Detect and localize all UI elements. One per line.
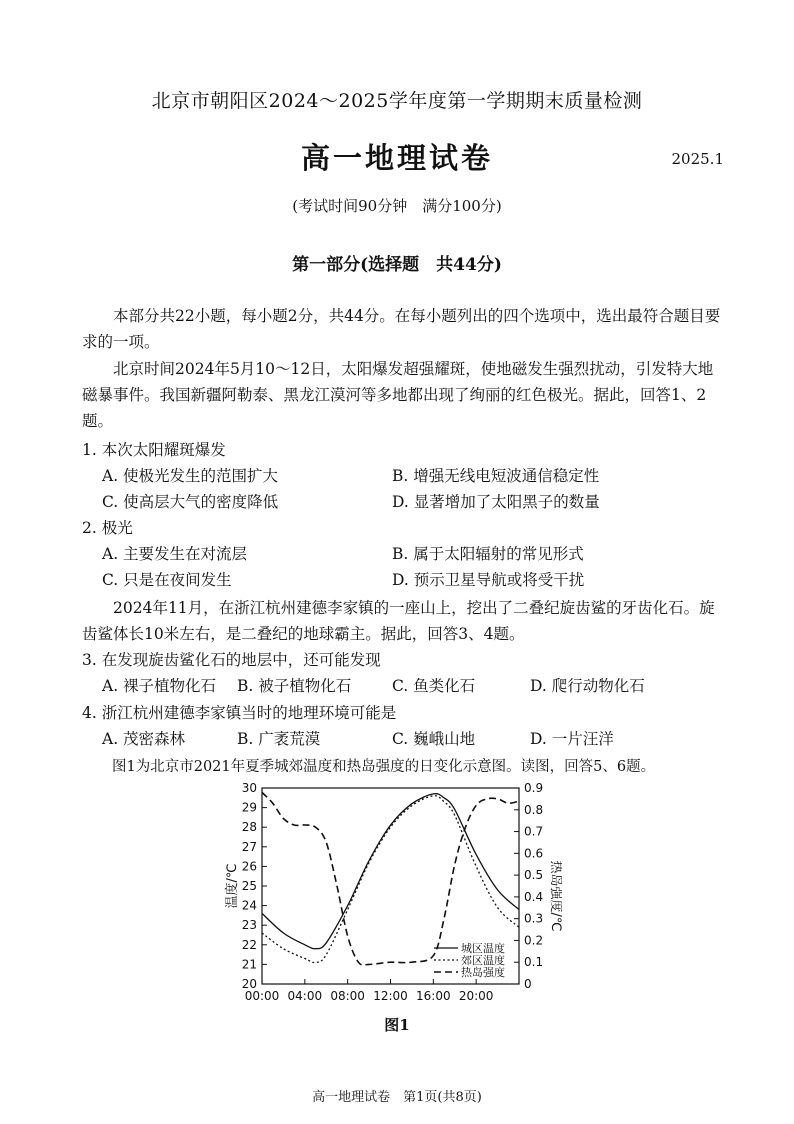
question-2-option-b: B. 属于太阳辐射的常见形式 [392,545,584,563]
question-1-stem: 1. 本次太阳耀斑爆发 [82,441,226,459]
y-tick-label-right: 0.4 [524,889,544,904]
y-tick-label-left: 23 [241,918,257,933]
y-tick-label-right: 0.2 [524,933,544,948]
figure-caption: 图1 [384,1016,410,1034]
legend-label: 城区温度 [461,942,505,955]
exam-header: 北京市朝阳区2024～2025学年度第一学期期末质量检测 [151,90,643,112]
y-tick-label-left: 26 [241,859,257,874]
question-2-option-c: C. 只是在夜间发生 [102,571,232,589]
question-4-option-d: D. 一片汪洋 [530,730,614,748]
series-line-1 [262,794,519,949]
y-tick-label-right: 0.3 [524,911,544,926]
y-tick-label-right: 0.6 [524,846,544,861]
question-4-option-a: A. 茂密森林 [102,730,186,748]
exam-date: 2025.1 [671,150,724,168]
question-4-option-b: B. 广袤荒漠 [237,730,321,748]
x-tick-label: 04:00 [287,989,323,1003]
y-tick-label-right: 0 [524,977,532,991]
y-tick-label-left: 21 [241,957,257,972]
y-tick-label-left: 22 [241,937,257,952]
question-1-option-b: B. 增强无线电短波通信稳定性 [392,467,600,485]
series-line-3 [262,792,519,965]
y-tick-label-left: 20 [241,977,257,991]
y-tick-label-left: 30 [241,781,257,795]
x-tick-label: 20:00 [458,989,494,1003]
y-tick-label-left: 28 [241,820,257,835]
x-tick-label: 00:00 [244,989,280,1003]
series-line-2 [262,796,519,963]
legend-label: 郊区温度 [461,954,505,967]
y-axis-label-right: 热岛强度/℃ [548,860,562,932]
section-intro: 本部分共22小题，每小题2分，共44分。在每小题列出的四个选项中，选出最符合题目要求的一项。 [82,307,721,351]
chart-legend [434,941,505,979]
page-footer: 高一地理试卷 第1页(共8页) [312,1090,482,1105]
y-tick-label-right: 0.5 [524,868,544,883]
question-1-option-a: A. 使极光发生的范围扩大 [102,467,279,485]
passage-2: 2024年11月，在浙江杭州建德李家镇的一座山上，挖出了二叠纪旋齿鲨的牙齿化石。旋齿鲨体长10米左右，是二叠纪的地球霸主。据此，回答3、4题。 [82,599,715,643]
legend-label: 热岛强度 [461,966,505,979]
y-tick-label-left: 27 [241,839,257,854]
chart-svg [222,776,562,1008]
section-title: 第一部分(选择题 共44分) [292,255,502,275]
y-tick-label-right: 0.9 [524,781,544,795]
question-3-option-d: D. 爬行动物化石 [530,677,645,695]
passage-3: 图1为北京市2021年夏季城郊温度和热岛强度的日变化示意图。读图，回答5、6题。 [112,759,656,775]
question-1-option-d: D. 显著增加了太阳黑子的数量 [392,493,600,511]
question-3-option-a: A. 裸子植物化石 [102,677,217,695]
question-2-option-a: A. 主要发生在对流层 [102,545,248,563]
figure-1-chart [222,776,562,1008]
y-tick-label-right: 0.1 [524,955,544,970]
passage-1: 北京时间2024年5月10～12日，太阳爆发超强耀斑，使地磁发生强烈扰动，引发特大地磁暴事件。我国新疆阿勒泰、黑龙江漠河等多地都出现了绚丽的红色极光。据此，回答1、2题。 [82,360,714,430]
y-tick-label-left: 24 [241,898,257,913]
question-3-option-b: B. 被子植物化石 [237,677,352,695]
y-axis-label-left: 温度/℃ [225,863,240,909]
paper-title: 高一地理试卷 [300,141,493,175]
question-3-option-c: C. 鱼类化石 [392,677,476,695]
question-4-stem: 4. 浙江杭州建德李家镇当时的地理环境可能是 [82,704,397,722]
x-tick-label: 16:00 [416,989,451,1003]
y-tick-label-right: 0.8 [524,802,544,817]
x-tick-label: 12:00 [373,989,408,1003]
x-tick-label: 08:00 [330,989,365,1003]
y-tick-label-left: 29 [241,800,257,815]
exam-info: (考试时间90分钟 满分100分) [292,197,502,215]
y-tick-label-right: 0.7 [524,824,544,839]
question-1-option-c: C. 使高层大气的密度降低 [102,493,279,511]
question-4-option-c: C. 巍峨山地 [392,730,476,748]
question-2-stem: 2. 极光 [82,519,133,537]
question-2-option-d: D. 预示卫星导航或将受干扰 [392,571,585,589]
y-tick-label-left: 25 [241,879,257,893]
question-3-stem: 3. 在发现旋齿鲨化石的地层中，还可能发现 [82,651,381,669]
